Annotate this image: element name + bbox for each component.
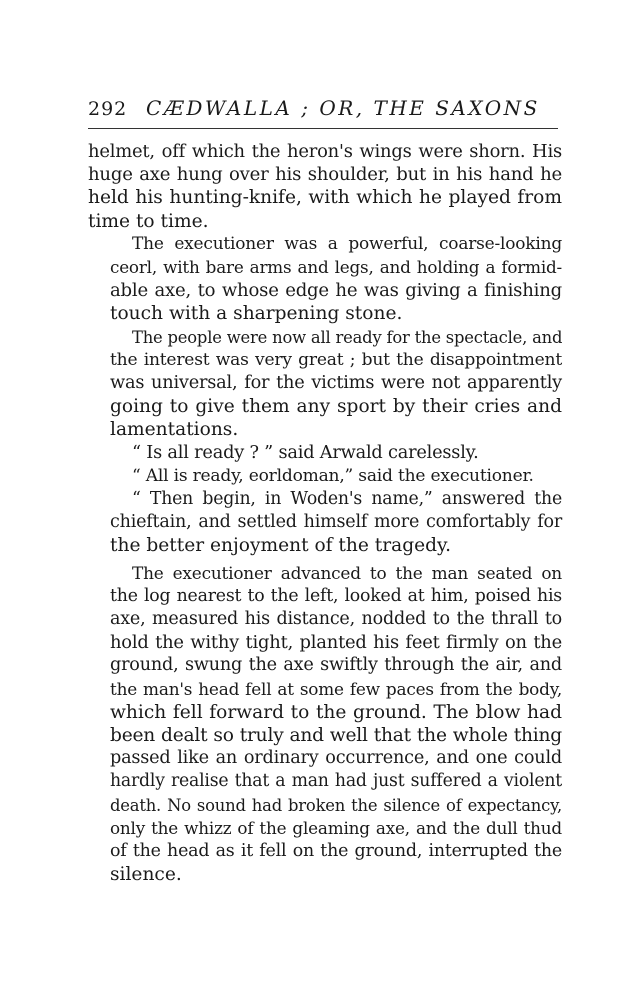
text-line: held his hunting-knife, with which he played from bbox=[88, 187, 562, 209]
text-line: “ Is all ready ? ” said Arwald carelessly. bbox=[132, 442, 479, 463]
paragraph bbox=[88, 442, 562, 465]
paragraph bbox=[88, 140, 562, 233]
text-line: hardly realise that a man had just suffered a violent bbox=[110, 771, 562, 792]
text-line: chieftain, and settled himself more comfortably for bbox=[110, 512, 562, 533]
text-line: the log nearest to the left, looked at him, poised his bbox=[110, 585, 562, 606]
body-text bbox=[88, 140, 562, 887]
text-line: ceorl, with bare arms and legs, and holding a formid- bbox=[110, 257, 562, 278]
text-line: The executioner was a powerful, coarse-looking bbox=[132, 233, 562, 254]
text-line: been dealt so truly and well that the whole thing bbox=[110, 725, 562, 747]
book-title: CÆDWALLA ; OR, THE SAXONS bbox=[146, 96, 540, 120]
paragraph bbox=[88, 233, 562, 326]
text-line: “ All is ready, eorldoman,” said the executioner. bbox=[132, 465, 534, 486]
text-line: passed like an ordinary occurrence, and one could bbox=[110, 748, 562, 769]
text-line: huge axe hung over his shoulder, but in his hand he bbox=[88, 164, 562, 186]
paragraph bbox=[88, 326, 562, 442]
paragraph bbox=[88, 562, 562, 887]
paragraph bbox=[88, 488, 562, 558]
text-line: of the head as it fell on the ground, interrupted the bbox=[110, 841, 562, 862]
text-line: lamentations. bbox=[110, 419, 239, 441]
text-line: silence. bbox=[110, 864, 182, 886]
text-line: which fell forward to the ground. The blow had bbox=[110, 701, 562, 723]
paragraph bbox=[88, 465, 562, 488]
text-line: ground, swung the axe swiftly through the air, and bbox=[110, 655, 562, 676]
text-line: going to give them any sport by their cries and bbox=[110, 396, 562, 418]
page-number: 292 bbox=[88, 98, 128, 120]
text-line: The people were now all ready for the spectacle, and bbox=[132, 327, 563, 347]
text-line: the man's head fell at some few paces from the body, bbox=[110, 678, 562, 699]
text-line: The executioner advanced to the man seated on bbox=[132, 562, 562, 583]
text-line: able axe, to whose edge he was giving a finishing bbox=[110, 280, 562, 302]
text-line: the better enjoyment of the tragedy. bbox=[110, 535, 451, 557]
text-line: axe, measured his distance, nodded to the thrall to bbox=[110, 609, 562, 630]
text-line: the interest was very great ; but the disappointment bbox=[110, 349, 562, 370]
text-line: helmet, off which the heron's wings were shorn. His bbox=[88, 141, 562, 162]
text-line: time to time. bbox=[88, 210, 209, 232]
text-line: touch with a sharpening stone. bbox=[110, 303, 403, 325]
text-line: death. No sound had broken the silence of expectancy, bbox=[110, 795, 562, 815]
text-line: “ Then begin, in Woden's name,” answered the bbox=[132, 489, 562, 510]
text-line: only the whizz of the gleaming axe, and the dull thud bbox=[110, 817, 562, 838]
text-line: hold the withy tight, planted his feet firmly on the bbox=[110, 632, 562, 654]
running-head bbox=[88, 92, 558, 129]
text-line: was universal, for the victims were not apparently bbox=[110, 373, 562, 394]
